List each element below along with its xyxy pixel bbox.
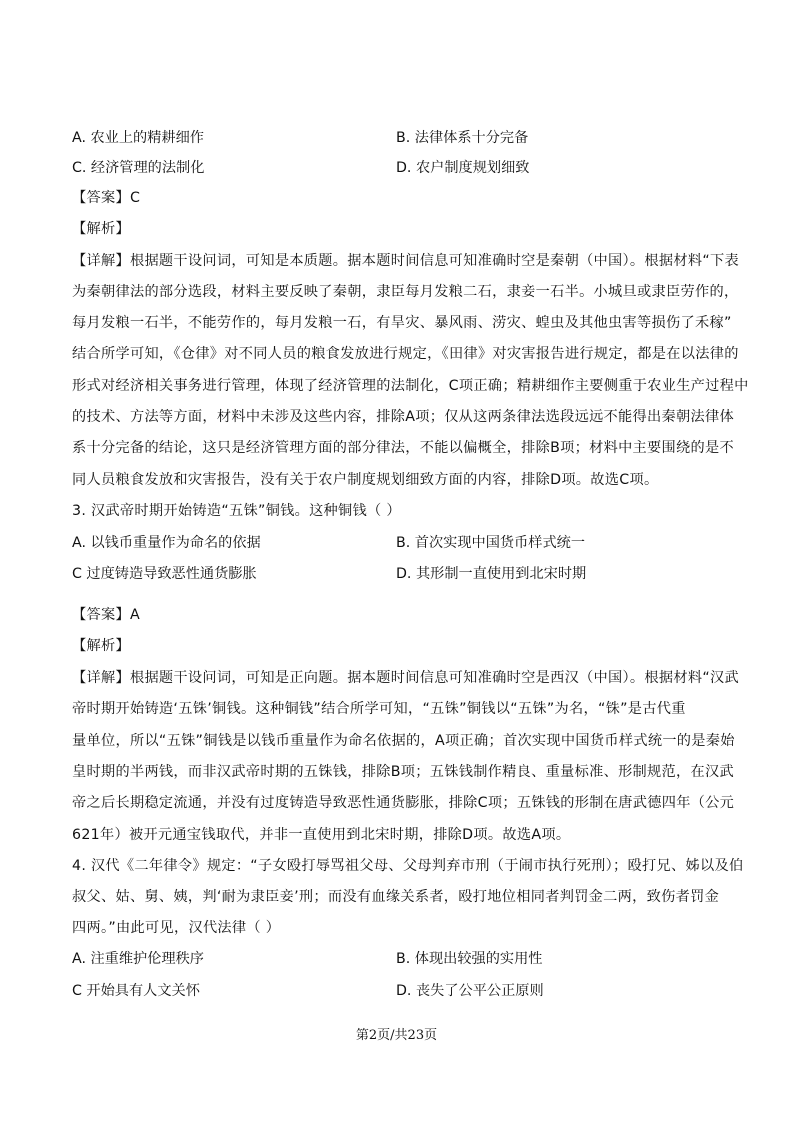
q3-detail-line: 帝之后长期稳定流通，并没有过度铸造导致恶性通货膨胀，排除C项；五铢钱的形制在唐武德四年（公元 [72, 795, 735, 811]
q2-option-a: A. 农业上的精耕细作 [72, 130, 204, 146]
q2-detail-line: 【详解】根据题干设问词，可知是本质题。据本题时间信息可知准确时空是秦朝（中国）。根据材料“下表 [72, 253, 739, 269]
q2-detail-line: 系十分完备的结论，这只是经济管理方面的部分律法，不能以偏概全，排除B项；材料中主要围绕的是不 [72, 440, 734, 456]
q4-option-d: D. 丧失了公平公正原则 [396, 983, 544, 999]
q2-option-b: B. 法律体系十分完备 [396, 130, 529, 146]
page-number-footer: 第2页/共23页 [355, 1028, 438, 1043]
q4-option-a: A. 注重维护伦理秩序 [72, 951, 204, 967]
q3-stem: 3. 汉武帝时期开始铸造“五铢”铜钱。这种铜钱（ ） [72, 503, 401, 519]
q2-detail-line: 结合所学可知，《仓律》对不同人员的粮食发放进行规定，《田律》对灾害报告进行规定，都是在以法律的 [72, 346, 739, 362]
q2-detail-line: 的技术、方法等方面，材料中未涉及这些内容，排除A项；仅从这两条律法选段远远不能得出秦朝法律体 [72, 409, 734, 425]
q3-detail-line: 【详解】根据题干设问词，可知是正向题。据本题时间信息可知准确时空是西汉（中国）。根据材料“汉武 [72, 670, 739, 686]
q3-option-a: A. 以钱币重量作为命名的依据 [72, 535, 261, 551]
q3-detail-line: 量单位，所以“五铢”铜钱是以钱币重量作为命名依据的，A项正确；首次实现中国货币样式统一的是秦始 [72, 733, 735, 749]
q4-stem-line: 4. 汉代《二年律令》规定：“子女殴打辱骂祖父母、父母判弃市刑（于闹市执行死刑）；殴打兄、姊以及伯 [72, 858, 744, 874]
q2-answer: 【答案】C [72, 190, 141, 206]
q2-analysis-label: 【解析】 [72, 221, 130, 237]
q2-option-c: C. 经济管理的法制化 [72, 160, 205, 176]
q3-detail-line: 621年）被开元通宝钱取代，并非一直使用到北宋时期，排除D项。故选A项。 [72, 827, 571, 843]
q3-option-d: D. 其形制一直使用到北宋时期 [396, 566, 587, 582]
q3-detail-line: 皇时期的半两钱，而非汉武帝时期的五铢钱，排除B项；五铢钱制作精良、重量标准、形制规范，在汉武 [72, 764, 734, 780]
q4-option-b: B. 体现出较强的实用性 [396, 951, 543, 967]
q2-detail-line: 为秦朝律法的部分选段，材料主要反映了秦朝，隶臣每月发粮二石，隶妾一石半。小城旦或隶臣劳作的， [72, 284, 739, 300]
q2-detail-line: 每月发粮一石半，不能劳作的，每月发粮一石，有旱灾、暴风雨、涝灾、蝗虫及其他虫害等损伤了禾稼” [72, 315, 732, 331]
q4-stem-line: 四两。”由此可见，汉代法律（ ） [72, 920, 281, 936]
q2-detail-line: 同人员粮食发放和灾害报告，没有关于农户制度规划细致方面的内容，排除D项。故选C项。 [72, 472, 659, 488]
q3-option-b: B. 首次实现中国货币样式统一 [396, 535, 586, 551]
q3-answer: 【答案】A [72, 607, 140, 623]
q3-option-c: C 过度铸造导致恶性通货膨胀 [72, 566, 257, 582]
q3-detail-line: 帝时期开始铸造‘五铢’铜钱。这种铜钱”结合所学可知，“五铢”铜钱以“五铢”为名，“铢”是古代重 [72, 701, 686, 717]
q2-option-d: D. 农户制度规划细致 [396, 160, 530, 176]
q4-option-c: C 开始具有人文关怀 [72, 983, 200, 999]
q2-detail-line: 形式对经济相关事务进行管理，体现了经济管理的法制化，C项正确；精耕细作主要侧重于农业生产过程中 [72, 378, 749, 394]
q4-stem-line: 叔父、姑、舅、姨，判‘耐为隶臣妾’刑；而没有血缘关系者，殴打地位相同者判罚金二两，致伤者罚金 [72, 889, 720, 905]
q3-analysis-label: 【解析】 [72, 638, 130, 654]
